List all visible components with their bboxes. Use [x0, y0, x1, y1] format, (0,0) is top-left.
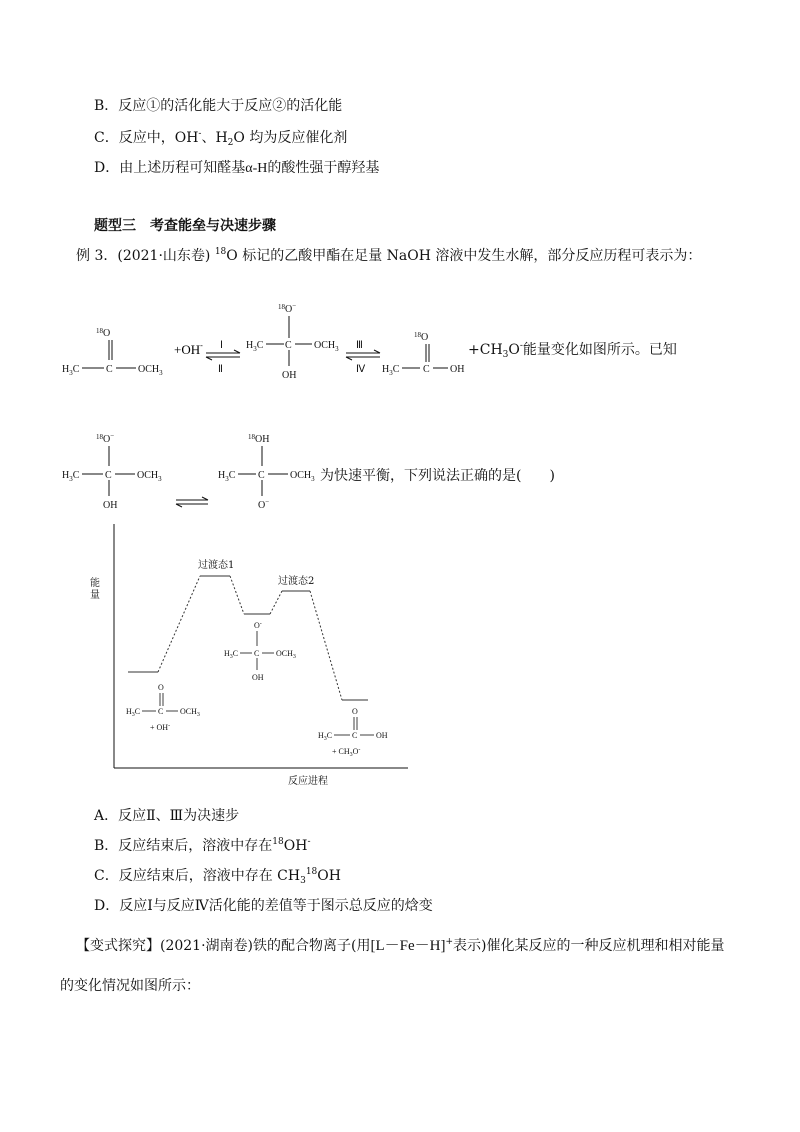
- svg-text:O-: O-: [254, 621, 262, 630]
- equilibrium-arrow-2: [346, 340, 380, 375]
- product-tail-sup: -: [519, 341, 523, 351]
- option-c-sup: -: [198, 129, 202, 139]
- tetrahedral-intermediate: [246, 302, 339, 381]
- svg-text:+ CH3O-: + $CH_3O^-$: [332, 747, 361, 758]
- option-c-mid: 、H: [201, 130, 228, 146]
- svg-text:C: C: [254, 649, 260, 658]
- methyl-acetate-structure: [62, 327, 163, 377]
- option-d-prefix: D．由上述历程可知醛基: [94, 160, 246, 176]
- variant-line-2: 的变化情况如图所示：: [60, 978, 200, 994]
- variant-prefix: 【变式探究】(2021·湖南卷)铁的配合物离子(用: [76, 938, 371, 954]
- svg-text:H3C: $H_3C$: [218, 470, 236, 483]
- diagram-product-structure: [318, 707, 388, 758]
- connector-3: [270, 591, 282, 614]
- option-d-top: [94, 158, 379, 179]
- option-c-top: [94, 128, 347, 148]
- svg-text:OCH3: $OCH_3$: [138, 364, 163, 377]
- svg-text:H3C: $H_3C$: [382, 364, 400, 377]
- energy-diagram: [84, 518, 404, 798]
- svg-text:OCH3: $OCH_3$: [290, 470, 315, 483]
- svg-text:C: C: [158, 707, 164, 716]
- variant-suffix: 表示)催化某反应的一种反应机理和相对能量: [453, 938, 725, 954]
- y-axis-label-2: 量: [90, 590, 100, 601]
- svg-text:OH: OH: [282, 370, 297, 381]
- fast-equilibrium-arrow: [176, 497, 208, 507]
- variant-complex: [L－Fe－H]: [370, 938, 446, 954]
- product-tail-a: +CH: [468, 342, 503, 358]
- svg-text:H3C: $H_3C$: [62, 470, 80, 483]
- svg-text:18O: $^{18}$O: [414, 331, 429, 343]
- equilibrium-arrow-1: [206, 340, 240, 375]
- svg-text:OH: OH: [252, 673, 264, 682]
- option-d-formula: α-H: [245, 161, 268, 176]
- svg-text:C: C: [285, 340, 292, 351]
- acetic-acid-structure: [382, 331, 464, 377]
- option-b-suffix: OH: [283, 838, 308, 854]
- product-tail-b: O: [508, 342, 520, 358]
- product-text: 能量变化如图所示。已知: [522, 342, 677, 358]
- svg-text:Ⅳ: Ⅳ: [356, 364, 366, 375]
- option-c: [94, 866, 341, 886]
- option-b: [94, 836, 310, 856]
- svg-text:C: C: [258, 470, 265, 481]
- svg-text:Ⅲ: Ⅲ: [356, 340, 363, 351]
- svg-text:H3C: $H_3C$: [318, 731, 333, 742]
- diagram-intermediate-structure: [224, 621, 296, 682]
- svg-text:H3C: $H_3C$: [246, 340, 264, 353]
- svg-text:Ⅰ: Ⅰ: [220, 340, 223, 351]
- intermediate-a: [62, 432, 162, 511]
- svg-text:18OH: $^{18}$OH: [248, 433, 270, 445]
- connector-1: [158, 576, 200, 672]
- svg-text:C: C: [423, 364, 430, 375]
- option-b-sup: 18: [272, 837, 284, 847]
- ts2-label: 过渡态2: [278, 576, 315, 587]
- svg-text:H3C: $H_3C$: [62, 364, 80, 377]
- option-d-suffix: 的酸性强于醇羟基: [267, 160, 380, 176]
- option-c-bottom-sup: 18: [305, 867, 318, 877]
- option-c-bottom-prefix: C．反应结束后，溶液中存在 CH: [94, 868, 301, 884]
- option-c-sub: 2: [227, 138, 234, 148]
- section-title: 题型三 考查能垒与决速步骤: [94, 218, 276, 234]
- option-b-prefix: B．反应结束后，溶液中存在: [94, 838, 273, 854]
- svg-text:OH: OH: [376, 731, 388, 740]
- svg-text:18O−: $^{18}$O−: [96, 432, 115, 445]
- example-text: O 标记的乙酸甲酯在足量 NaOH 溶液中发生水解，部分反应历程可表示为：: [226, 248, 702, 264]
- svg-text:H3C: $H_3C$: [224, 649, 239, 660]
- example-intro: [76, 246, 701, 266]
- svg-text:Ⅱ: Ⅱ: [218, 364, 223, 375]
- svg-text:C: C: [352, 731, 358, 740]
- example-iso: 18: [214, 247, 227, 257]
- product-tail: [468, 340, 677, 360]
- option-b-sup2: -: [307, 837, 311, 847]
- plus-oh: +OH-: [174, 341, 203, 357]
- svg-text:H3C: $H_3C$: [126, 707, 141, 718]
- svg-text:C: C: [106, 364, 113, 375]
- svg-text:+ OH-: + OH-: [150, 723, 171, 732]
- intermediate-b: [218, 433, 315, 511]
- option-a: A．反应Ⅱ、Ⅲ为决速步: [94, 808, 240, 824]
- svg-text:OCH3: $OCH_3$: [180, 707, 200, 718]
- svg-text:OH: OH: [103, 500, 118, 511]
- variant-complex-sup: +: [445, 937, 454, 947]
- svg-text:O: O: [352, 707, 358, 716]
- option-b-text: B．反应①的活化能大于反应②的活化能: [94, 98, 343, 114]
- connector-2: [230, 576, 244, 614]
- diagram-reactant-structure: [126, 683, 200, 732]
- option-c-bottom-suffix: OH: [317, 868, 341, 884]
- svg-text:OCH3: $OCH_3$: [276, 649, 296, 660]
- svg-text:OCH3: $OCH_3$: [137, 470, 162, 483]
- connector-4: [310, 591, 342, 700]
- svg-text:18O: $^{18}$O: [96, 327, 111, 339]
- ts1-label: 过渡态1: [198, 560, 235, 571]
- y-axis-label-1: 能: [90, 578, 100, 589]
- svg-text:18O−: $^{18}$O−: [278, 302, 297, 315]
- svg-text:OCH3: $OCH_3$: [314, 340, 339, 353]
- svg-text:O−: O−: [258, 498, 270, 511]
- option-c-suffix: O 均为反应催化剂: [233, 130, 348, 146]
- variant-line-1: [76, 936, 724, 956]
- product-tail-sub: 3: [502, 350, 509, 360]
- option-d: D．反应Ⅰ与反应Ⅳ活化能的差值等于图示总反应的焓变: [94, 898, 433, 914]
- reaction-scheme: [0, 290, 800, 410]
- option-c-bottom-sub: 3: [300, 876, 306, 886]
- option-c-prefix: C．反应中，OH: [94, 130, 199, 146]
- svg-text:C: C: [105, 470, 112, 481]
- x-axis-label: 反应进程: [288, 776, 328, 787]
- option-b-top: [94, 96, 342, 116]
- example-prefix: 例 3．(2021·山东卷): [76, 248, 211, 264]
- svg-text:OH: OH: [450, 364, 465, 375]
- equilibrium-text: 为快速平衡，下列说法正确的是( ): [320, 468, 555, 484]
- svg-text:O: O: [158, 683, 164, 692]
